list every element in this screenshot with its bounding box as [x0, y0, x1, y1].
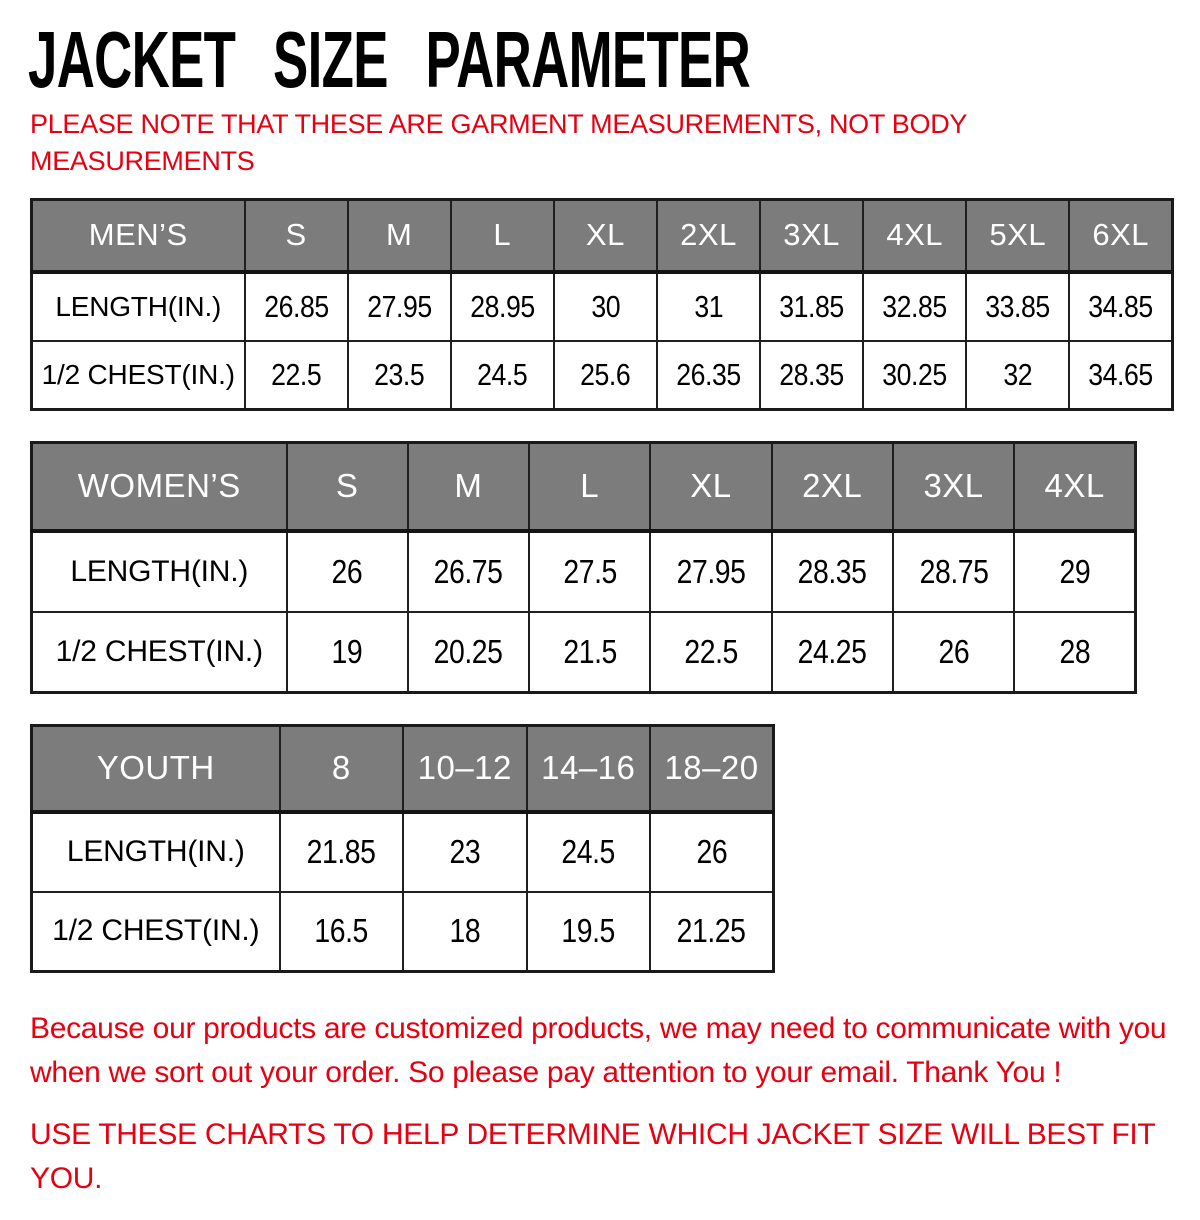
size-header-cell: 2XL	[657, 200, 760, 272]
size-header-cell: 10–12	[403, 726, 527, 812]
value-cell	[657, 341, 760, 410]
size-chart-page	[0, 15, 1200, 1220]
size-header-cell: 3XL	[760, 200, 863, 272]
measurement-row	[32, 812, 774, 892]
value-cell	[650, 892, 774, 972]
value-text: 20.25	[433, 632, 503, 670]
value-cell	[287, 612, 408, 693]
value-cell	[1014, 612, 1135, 693]
value-text: 28.95	[469, 288, 535, 324]
value-cell	[650, 531, 771, 612]
value-text: 34.65	[1088, 356, 1153, 392]
size-header-cell: 5XL	[966, 200, 1069, 272]
value-cell	[403, 892, 527, 972]
value-cell	[529, 531, 650, 612]
value-text: 21.25	[677, 912, 746, 950]
value-cell	[348, 272, 451, 341]
size-header-cell: 2XL	[772, 443, 893, 531]
group-header-cell: YOUTH	[32, 726, 280, 812]
size-header-cell: L	[451, 200, 554, 272]
youth-size-table	[30, 724, 775, 973]
value-text: 26.35	[676, 356, 741, 392]
value-cell	[280, 892, 404, 972]
size-header-cell: 3XL	[893, 443, 1014, 531]
garment-note	[30, 106, 1200, 180]
value-cell	[760, 341, 863, 410]
value-text: 31	[694, 288, 723, 324]
value-cell	[760, 272, 863, 341]
size-header-cell: 4XL	[1014, 443, 1135, 531]
value-cell	[554, 272, 657, 341]
value-text: 24.25	[797, 632, 867, 670]
value-text: 18	[449, 912, 481, 950]
measurement-row	[32, 892, 774, 972]
value-cell	[863, 341, 966, 410]
value-cell	[966, 341, 1069, 410]
row-label-cell: 1/2 CHEST(IN.)	[32, 341, 245, 410]
value-text: 24.5	[561, 833, 616, 870]
value-text: 16.5	[314, 912, 369, 950]
value-cell	[287, 531, 408, 612]
footer-notes	[30, 1007, 1200, 1201]
row-label-cell: 1/2 CHEST(IN.)	[32, 892, 280, 972]
header-row	[32, 200, 1173, 272]
measurement-row	[32, 531, 1136, 612]
value-text: 22.5	[270, 356, 322, 392]
value-text: 26.75	[433, 552, 503, 590]
value-text: 31.85	[779, 288, 844, 324]
header-row	[32, 726, 774, 812]
garment-note-line1: PLEASE NOTE THAT THESE ARE GARMENT MEASUREMENTS, NOT BODY	[30, 109, 968, 139]
value-text: 33.85	[985, 288, 1051, 324]
mens-size-table	[30, 198, 1174, 411]
value-text: 19	[331, 632, 363, 670]
value-text: 22.5	[684, 632, 738, 670]
value-cell	[966, 272, 1069, 341]
value-cell	[527, 892, 651, 972]
value-text: 26	[331, 552, 363, 590]
garment-note-line2: MEASUREMENTS	[30, 146, 255, 176]
value-cell	[245, 341, 348, 410]
measurement-row	[32, 612, 1136, 693]
row-label-cell: LENGTH(IN.)	[32, 272, 245, 341]
value-text: 25.6	[580, 356, 631, 392]
row-label-cell: LENGTH(IN.)	[32, 812, 280, 892]
measurement-row	[32, 272, 1173, 341]
value-text: 28.35	[797, 552, 867, 590]
size-header-cell: 8	[280, 726, 404, 812]
row-label-cell: LENGTH(IN.)	[32, 531, 287, 612]
value-cell	[650, 812, 774, 892]
value-text: 27.95	[676, 552, 746, 590]
value-text: 29	[1059, 552, 1090, 590]
size-header-cell: XL	[554, 200, 657, 272]
value-text: 28.75	[919, 552, 988, 590]
header-row	[32, 443, 1136, 531]
value-text: 27.95	[366, 288, 432, 324]
value-text: 26.85	[263, 288, 329, 324]
row-label-cell: 1/2 CHEST(IN.)	[32, 612, 287, 693]
value-cell	[650, 612, 771, 693]
value-text: 19.5	[561, 912, 616, 950]
footer-line2: when we sort out your order. So please pay attention to your email. Thank You !	[30, 1056, 1062, 1089]
value-cell	[1014, 531, 1135, 612]
size-header-cell: L	[529, 443, 650, 531]
value-cell	[1069, 341, 1172, 410]
value-text: 21.85	[306, 833, 376, 870]
value-text: 23.5	[374, 356, 425, 392]
value-text: 30	[590, 288, 620, 324]
page-title: JACKET SIZE PARAMETER	[28, 15, 751, 104]
value-text: 24.5	[477, 356, 528, 392]
size-header-cell: 18–20	[650, 726, 774, 812]
value-cell	[657, 272, 760, 341]
value-cell	[529, 612, 650, 693]
value-text: 28	[1059, 632, 1090, 670]
value-cell	[403, 812, 527, 892]
value-cell	[408, 612, 529, 693]
footer-communication-note	[30, 1007, 1200, 1095]
womens-size-table	[30, 441, 1137, 694]
value-text: 21.5	[562, 632, 617, 670]
size-header-cell: M	[408, 443, 529, 531]
value-cell	[1069, 272, 1172, 341]
value-text: 23	[449, 833, 481, 870]
value-text: 28.35	[779, 356, 844, 392]
value-text: 32.85	[882, 288, 947, 324]
value-text: 30.25	[882, 356, 947, 392]
value-cell	[245, 272, 348, 341]
value-cell	[863, 272, 966, 341]
value-cell	[527, 812, 651, 892]
value-cell	[451, 272, 554, 341]
size-header-cell: XL	[650, 443, 771, 531]
value-cell	[772, 612, 893, 693]
value-cell	[772, 531, 893, 612]
value-cell	[893, 531, 1014, 612]
size-header-cell: 6XL	[1069, 200, 1172, 272]
size-header-cell: 4XL	[863, 200, 966, 272]
measurement-row	[32, 341, 1173, 410]
value-text: 26	[696, 833, 727, 870]
value-cell	[893, 612, 1014, 693]
size-header-cell: M	[348, 200, 451, 272]
group-header-cell: WOMEN’S	[32, 443, 287, 531]
value-text: 26	[938, 632, 969, 670]
footer-fit-advice: USE THESE CHARTS TO HELP DETERMINE WHICH JACKET SIZE WILL BEST FIT YOU.	[30, 1118, 1155, 1195]
size-header-cell: 14–16	[527, 726, 651, 812]
value-cell	[451, 341, 554, 410]
value-cell	[280, 812, 404, 892]
value-cell	[408, 531, 529, 612]
value-text: 27.5	[562, 552, 617, 590]
footer-line1: Because our products are customized products, we may need to communicate with you	[30, 1012, 1167, 1045]
value-text: 34.85	[1088, 288, 1153, 324]
value-cell	[554, 341, 657, 410]
value-cell	[348, 341, 451, 410]
value-text: 32	[1003, 356, 1033, 392]
size-header-cell: S	[245, 200, 348, 272]
size-header-cell: S	[287, 443, 408, 531]
group-header-cell: MEN’S	[32, 200, 245, 272]
